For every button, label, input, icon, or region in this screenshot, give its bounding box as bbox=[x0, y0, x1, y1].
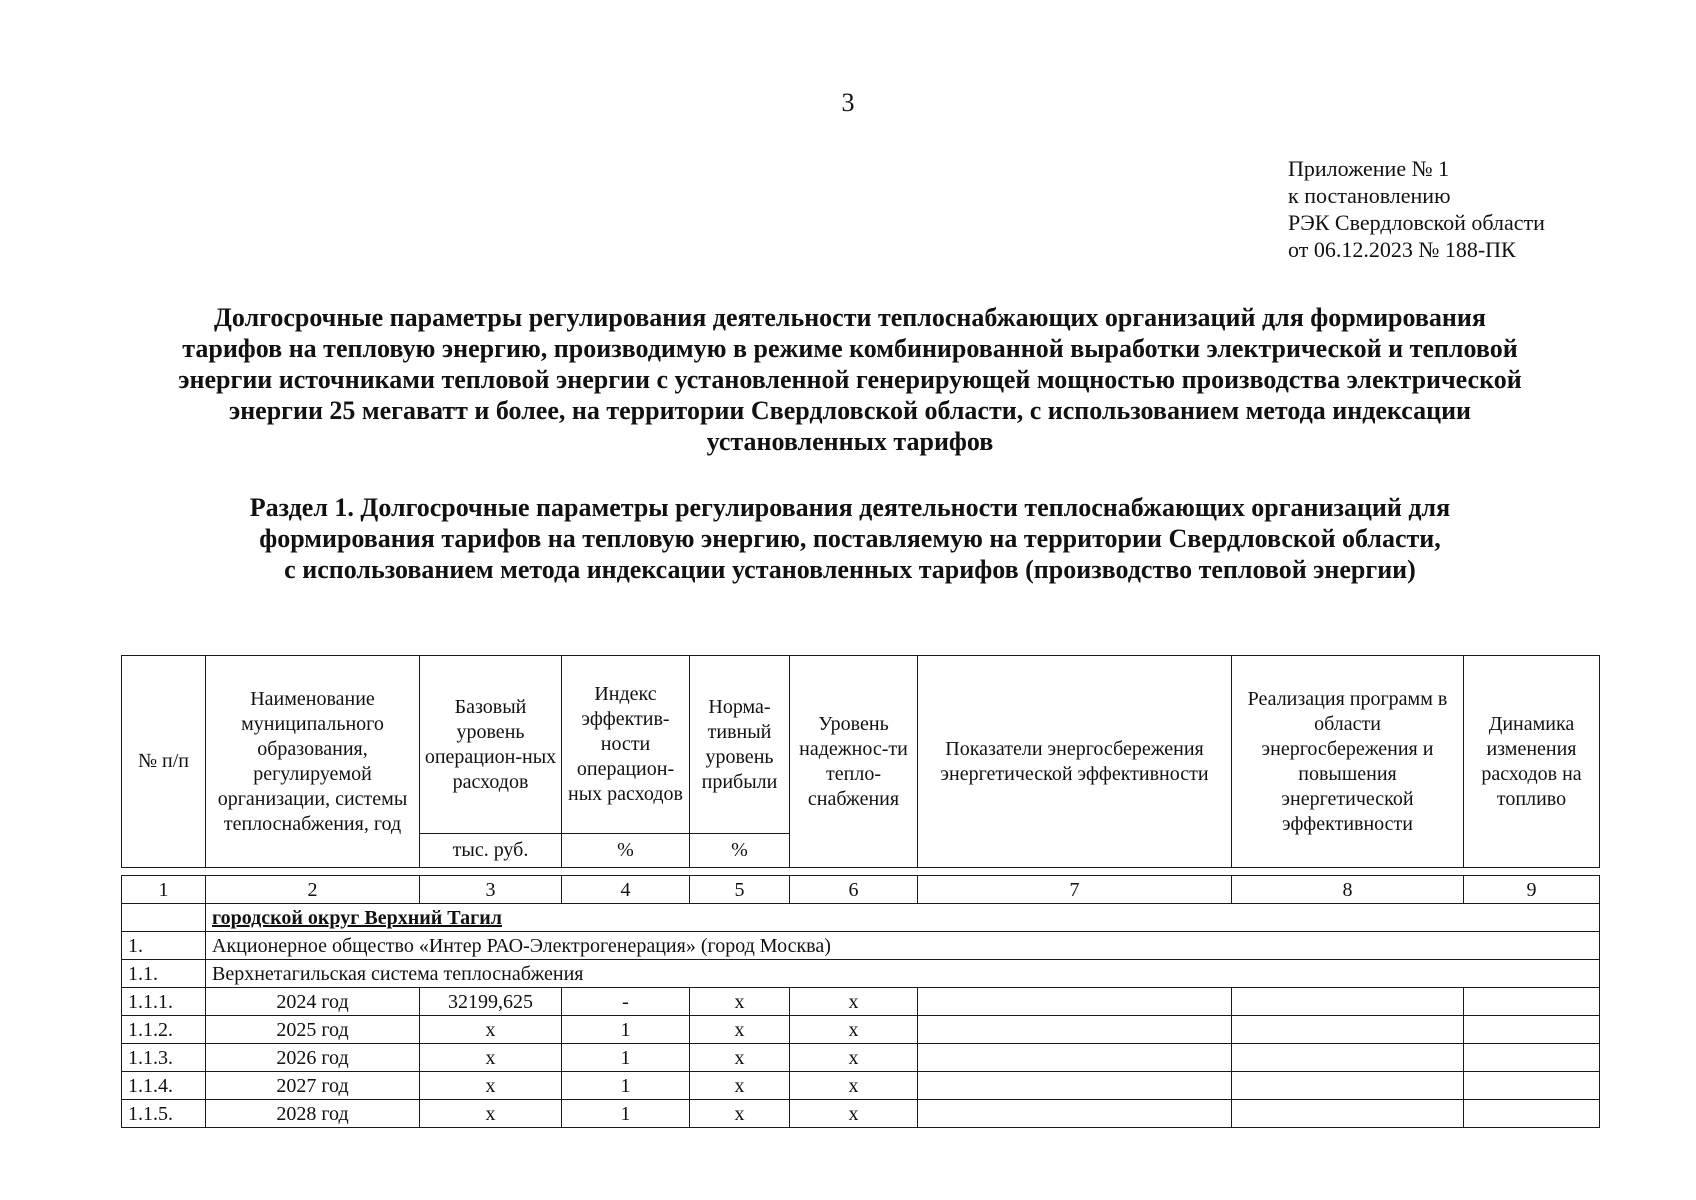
header-reliability: Уровень надежнос-ти тепло-снабжения bbox=[790, 656, 918, 868]
row-number: 1.1.4. bbox=[122, 1072, 206, 1100]
organization-name: Акционерное общество «Интер РАО-Электрогенерация» (город Москва) bbox=[206, 932, 1600, 960]
column-number: 4 bbox=[562, 876, 690, 904]
table-row bbox=[122, 988, 1600, 1016]
appendix-block bbox=[1288, 155, 1545, 263]
row-base-opex: х bbox=[420, 1016, 562, 1044]
header-fuel-dynamics: Динамика изменения расходов на топливо bbox=[1464, 656, 1600, 868]
appendix-line: РЭК Свердловской области bbox=[1288, 210, 1545, 235]
row-year: 2026 год bbox=[206, 1044, 420, 1072]
column-number: 8 bbox=[1232, 876, 1464, 904]
row-reliability: х bbox=[790, 1044, 918, 1072]
row-base-opex: х bbox=[420, 1100, 562, 1128]
row-year: 2024 год bbox=[206, 988, 420, 1016]
column-number: 6 bbox=[790, 876, 918, 904]
title-line: тарифов на тепловую энергию, производимую в режиме комбинированной выработки электрической и тепловой bbox=[182, 334, 1518, 363]
table-header bbox=[121, 655, 1600, 868]
municipality-name: городской округ Верхний Тагил bbox=[206, 904, 1600, 932]
row-normative-profit: х bbox=[690, 988, 790, 1016]
row-number: 1.1.3. bbox=[122, 1044, 206, 1072]
column-number: 7 bbox=[918, 876, 1232, 904]
row-reliability: х bbox=[790, 988, 918, 1016]
row-year: 2028 год bbox=[206, 1100, 420, 1128]
title-line: установленных тарифов bbox=[706, 427, 994, 456]
row-base-opex: 32199,625 bbox=[420, 988, 562, 1016]
row-normative-profit: х bbox=[690, 1072, 790, 1100]
header-base-opex: Базовый уровень операцион-ных расходов bbox=[420, 656, 562, 834]
header-number: № п/п bbox=[122, 656, 206, 868]
row-efficiency-index: 1 bbox=[562, 1072, 690, 1100]
table-row bbox=[122, 1016, 1600, 1044]
row-normative-profit: х bbox=[690, 1016, 790, 1044]
system-row bbox=[122, 960, 1600, 988]
row-reliability: х bbox=[790, 1100, 918, 1128]
row-efficiency-index: - bbox=[562, 988, 690, 1016]
row-normative-profit: х bbox=[690, 1100, 790, 1128]
row-number: 1.1.5. bbox=[122, 1100, 206, 1128]
column-number: 2 bbox=[206, 876, 420, 904]
header-efficiency-index: Индекс эффектив-ности операцион-ных расходов bbox=[562, 656, 690, 834]
row-year: 2025 год bbox=[206, 1016, 420, 1044]
header-name: Наименование муниципального образования, регулируемой организации, системы теплоснабжения, год bbox=[206, 656, 420, 868]
section-line: с использованием метода индексации установленных тарифов (производство тепловой энергии) bbox=[284, 555, 1416, 584]
appendix-line: от 06.12.2023 № 188-ПК bbox=[1288, 237, 1516, 262]
page-number: 3 bbox=[841, 88, 855, 117]
row-base-opex: х bbox=[420, 1044, 562, 1072]
row-efficiency-index: 1 bbox=[562, 1044, 690, 1072]
appendix-line: к постановлению bbox=[1288, 183, 1451, 208]
unit-percent: % bbox=[562, 834, 690, 868]
section-title bbox=[100, 492, 1600, 585]
section-line: формирования тарифов на тепловую энергию, поставляемую на территории Свердловской области, bbox=[259, 524, 1441, 553]
section-line: Раздел 1. Долгосрочные параметры регулирования деятельности теплоснабжающих организаций для bbox=[249, 493, 1451, 522]
row-reliability: х bbox=[790, 1072, 918, 1100]
title-line: Долгосрочные параметры регулирования деятельности теплоснабжающих организаций для формирования bbox=[214, 303, 1486, 332]
table-row bbox=[122, 1072, 1600, 1100]
row-number: 1. bbox=[122, 932, 206, 960]
appendix-line: Приложение № 1 bbox=[1288, 156, 1450, 181]
row-efficiency-index: 1 bbox=[562, 1100, 690, 1128]
row-normative-profit: х bbox=[690, 1044, 790, 1072]
header-programs: Реализация программ в области энергосбережения и повышения энергетической эффективности bbox=[1232, 656, 1464, 868]
title-line: энергии источниками тепловой энергии с установленной генерирующей мощностью производства электрической bbox=[178, 365, 1522, 394]
row-number: 1.1.2. bbox=[122, 1016, 206, 1044]
column-number: 1 bbox=[122, 876, 206, 904]
municipality-row bbox=[122, 904, 1600, 932]
row-number: 1.1. bbox=[122, 960, 206, 988]
header-energy-saving: Показатели энергосбережения энергетической эффективности bbox=[918, 656, 1232, 868]
table-row bbox=[122, 1044, 1600, 1072]
row-base-opex: х bbox=[420, 1072, 562, 1100]
row-efficiency-index: 1 bbox=[562, 1016, 690, 1044]
system-name: Верхнетагильская система теплоснабжения bbox=[206, 960, 1600, 988]
title-line: энергии 25 мегаватт и более, на территории Свердловской области, с использованием метода индексации bbox=[228, 396, 1472, 425]
unit-thousand-rub: тыс. руб. bbox=[420, 834, 562, 868]
row-reliability: х bbox=[790, 1016, 918, 1044]
column-number: 9 bbox=[1464, 876, 1600, 904]
table-row bbox=[122, 1100, 1600, 1128]
column-number: 3 bbox=[420, 876, 562, 904]
column-number: 5 bbox=[690, 876, 790, 904]
table-body bbox=[121, 875, 1600, 1128]
document-title bbox=[100, 302, 1600, 457]
column-numbers-row bbox=[122, 876, 1600, 904]
row-number: 1.1.1. bbox=[122, 988, 206, 1016]
unit-percent: % bbox=[690, 834, 790, 868]
row-year: 2027 год bbox=[206, 1072, 420, 1100]
organization-row bbox=[122, 932, 1600, 960]
header-normative-profit: Норма-тивный уровень прибыли bbox=[690, 656, 790, 834]
